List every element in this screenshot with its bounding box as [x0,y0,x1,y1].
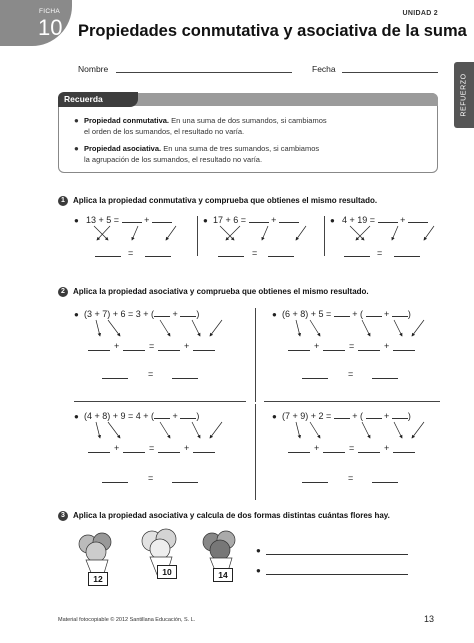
divider [255,308,256,402]
ex2-item-1-left: (3 + 7) + 6 = 3 + ( [84,309,155,319]
answer-blank[interactable] [378,215,398,223]
ex1-item-3-left: 4 + 19 [342,215,368,225]
result-line[interactable] [102,482,128,483]
paren: ) [196,411,200,421]
ex2-item-2 [282,309,411,319]
answer-blank[interactable] [152,215,172,223]
bullet: ● [256,566,261,575]
result-line[interactable] [172,482,198,483]
ex1-item-2 [213,215,299,225]
equals: = [252,248,258,258]
result-line[interactable] [393,350,415,351]
ex2-item-1 [84,309,199,319]
result-line[interactable] [393,452,415,453]
result-line[interactable] [302,378,328,379]
bouquet-count-1: 12 [88,572,108,586]
ex2-item-4 [282,411,411,421]
equals: = [348,473,354,483]
ficha-number: 10 [38,15,63,40]
result-line[interactable] [218,256,244,257]
rule2-bold: Propiedad asociativa. [84,144,162,153]
ex1-item-1-left: 13 + 5 [86,215,112,225]
equals: = [148,369,154,379]
bullet: ● [330,216,335,225]
exercise-1-number: 1 [58,196,68,206]
bullet: ● [256,546,261,555]
answer-blank[interactable] [334,309,350,317]
answer-blank[interactable] [334,411,350,419]
bullet: ● [74,144,79,153]
equals: = [113,215,120,225]
result-line[interactable] [288,350,310,351]
result-line[interactable] [172,378,198,379]
equals: = [348,369,354,379]
equals: = [148,473,154,483]
bullet: ● [272,310,277,319]
side-tab [454,62,474,128]
plus: + [184,341,190,351]
divider [197,216,198,256]
result-line[interactable] [288,452,310,453]
result-line[interactable] [158,452,180,453]
answer-blank[interactable] [392,411,408,419]
result-line[interactable] [268,256,294,257]
result-line[interactable] [372,482,398,483]
rule1-line1: En una suma de dos sumandos, si cambiamos [169,116,327,125]
plus: + [384,443,390,453]
result-line[interactable] [344,256,370,257]
answer-blank[interactable] [392,309,408,317]
plus: + [271,215,277,225]
ex2-item-3 [84,411,199,421]
name-label: Nombre [78,64,109,74]
result-line[interactable] [95,256,121,257]
copyright: Material fotocopiable © 2012 Santillana Educación, S. L. [58,617,196,623]
plus: + [384,341,390,351]
result-line[interactable] [372,378,398,379]
result-line[interactable] [302,482,328,483]
bullet: ● [74,310,79,319]
result-line[interactable] [88,452,110,453]
exercise-3-number: 3 [58,511,68,521]
date-field[interactable] [342,72,438,73]
result-line[interactable] [123,452,145,453]
answer-blank[interactable] [366,411,382,419]
plus: + [170,309,181,319]
result-line[interactable] [358,452,380,453]
answer-blank[interactable] [180,411,196,419]
ex2-item-4-left: (7 + 9) + 2 = [282,411,334,421]
ficha-tab [0,0,72,46]
rule-asociativa [74,143,424,165]
divider [74,401,246,402]
result-line[interactable] [193,452,215,453]
bullet: ● [272,412,277,421]
recuerda-label: Recuerda [64,94,103,104]
name-field[interactable] [116,72,292,73]
bullet: ● [74,116,79,125]
ex1-item-2-left: 17 + 6 [213,215,239,225]
exercise-1-instruction: Aplica la propiedad conmutativa y comprueba que obtienes el mismo resultado. [73,196,378,205]
equals: = [128,248,134,258]
equals: = [377,248,383,258]
paren: ) [196,309,200,319]
divider [324,216,325,256]
answer-blank[interactable] [366,309,382,317]
equals: = [349,443,355,453]
plus: + [381,411,392,421]
bullet: ● [74,216,79,225]
plus: + [400,215,406,225]
equals: = [149,443,155,453]
side-tab-label: REFUERZO [460,73,468,117]
answer-blank[interactable] [154,411,170,419]
exercise-2-number: 2 [58,287,68,297]
result-line[interactable] [123,350,145,351]
bouquet-count-3: 14 [213,568,233,582]
rule1-line2: el orden de los sumandos, el resultado no varía. [84,127,245,136]
plus: + [114,341,120,351]
answer-blank[interactable] [180,309,196,317]
exercise-3-instruction: Aplica la propiedad asociativa y calcula de dos formas distintas cuántas flores hay. [73,511,390,520]
rule2-line1: En una suma de tres sumandos, si cambiamos [161,144,320,153]
page-number: 13 [423,614,434,624]
plus: + [184,443,190,453]
unit-label: UNIDAD 2 [402,10,438,17]
ex2-item-3-left: (4 + 8) + 9 = 4 + ( [84,411,155,421]
equals: = [149,341,155,351]
rule-conmutativa [74,115,424,137]
result-line[interactable] [193,350,215,351]
rule1-bold: Propiedad conmutativa. [84,116,170,125]
result-line[interactable] [88,350,110,351]
answer-blank[interactable] [122,215,142,223]
paren: ) [407,411,411,421]
ficha-label: FICHA [39,8,60,15]
result-line[interactable] [102,378,128,379]
answer-blank[interactable] [154,309,170,317]
plus: + ( [349,411,366,421]
result-line[interactable] [145,256,171,257]
plus: + [114,443,120,453]
result-line[interactable] [358,350,380,351]
bullet: ● [74,412,79,421]
result-line[interactable] [394,256,420,257]
bouquet-count-2: 10 [157,565,177,579]
date-label: Fecha [312,64,336,74]
result-line[interactable] [323,350,345,351]
recuerda-tag [58,92,138,107]
answer-blank[interactable] [279,215,299,223]
result-line[interactable] [158,350,180,351]
equals: = [349,341,355,351]
answer-blank[interactable] [408,215,428,223]
plus: + [314,443,320,453]
page-title: Propiedades conmutativa y asociativa de la suma [78,22,467,40]
plus: + [381,309,392,319]
answer-blank[interactable] [249,215,269,223]
answer-line[interactable] [266,574,408,575]
divider [255,404,256,500]
plus: + ( [349,309,366,319]
plus: + [144,215,150,225]
paren: ) [407,309,411,319]
ex1-item-1 [86,215,172,225]
bullet: ● [203,216,208,225]
exercise-2-instruction: Aplica la propiedad asociativa y comprueba que obtienes el mismo resultado. [73,287,369,296]
divider [264,401,440,402]
answer-line[interactable] [266,554,408,555]
plus: + [314,341,320,351]
equals: = [369,215,376,225]
equals: = [240,215,247,225]
result-line[interactable] [323,452,345,453]
ex1-item-3 [342,215,428,225]
rule2-line2: la agrupación de los sumandos, el resultado no varía. [84,155,263,164]
plus: + [170,411,181,421]
ex2-item-2-left: (6 + 8) + 5 = [282,309,334,319]
